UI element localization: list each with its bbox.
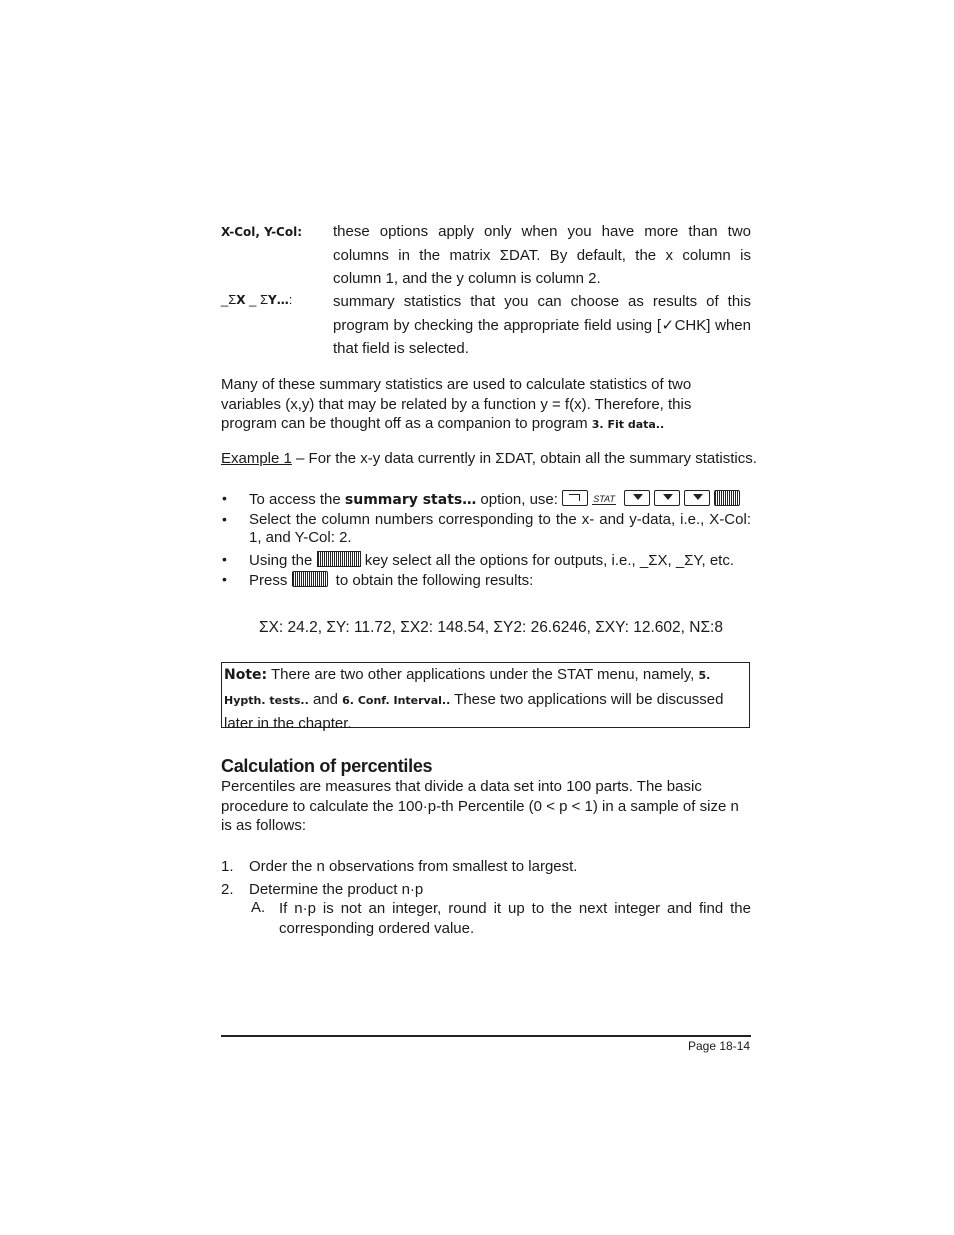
bullet-1-post: option, use: — [476, 491, 563, 508]
section-heading: Calculation of percentiles — [221, 756, 433, 776]
def-desc-sigma: summary statistics that you can choose as results of this program by checking the appropriate field using [✓CHK] when that field is selected. — [333, 293, 751, 357]
note-text-2: and — [308, 690, 343, 708]
bullet-1 — [249, 490, 754, 508]
bullet-3 — [249, 551, 754, 569]
intro-text: Many of these summary statistics are used to calculate statistics of two variables (x,y) that may be related by a function y = f(x). Therefore, this program can be thought off as a companion to program — [221, 376, 692, 432]
substep-a-letter: A. — [251, 899, 266, 916]
down-arrow-key-icon — [684, 490, 710, 506]
example-text: – For the x-y data currently in ΣDAT, obtain all the summary statistics. — [291, 450, 757, 467]
note-text — [222, 663, 749, 736]
page-number: Page 18-14 — [688, 1039, 751, 1053]
def-term-post: : — [288, 292, 293, 307]
example-line — [221, 450, 756, 467]
bullet-dot-1: • — [222, 490, 227, 506]
def-term-xcol: X-Col, Y-Col: — [221, 225, 303, 239]
bullet-dot-2: • — [222, 511, 227, 527]
note-label: Note: — [224, 667, 268, 683]
note-text-1: There are two other applications under the STAT menu, namely, — [267, 666, 699, 683]
ok-softkey-icon — [292, 571, 328, 587]
bullet-4 — [249, 571, 754, 589]
results-line: ΣX: 24.2, ΣY: 11.72, ΣX2: 148.54, ΣY2: 26.6246, ΣXY: 12.602, NΣ:8 — [259, 619, 723, 636]
example-label: Example 1 — [221, 450, 292, 467]
def-term-y: Y… — [268, 293, 289, 307]
def-term-x: X — [236, 293, 246, 307]
right-shift-key-icon — [562, 490, 588, 506]
substep-a-text: If n·p is not an integer, round it up to the next integer and find the corresponding ordered value. — [279, 900, 751, 937]
bullet-dot-3: • — [222, 551, 227, 567]
bullet-4-post: to obtain the following results: — [331, 572, 534, 589]
intro-paragraph — [221, 375, 751, 435]
footer-rule — [221, 1035, 751, 1037]
ok-softkey-icon — [714, 490, 740, 506]
step-1-text: Order the n observations from smallest to largest. — [249, 858, 578, 875]
step-2-number: 2. — [221, 881, 234, 898]
bullet-1-pre: To access the — [249, 491, 345, 508]
note-ref-2: 6. Conf. Interval.. — [342, 693, 451, 707]
step-1-number: 1. — [221, 858, 234, 875]
note-text-3: These two applications will be discussed later in the chapter. — [224, 690, 724, 732]
bullet-dot-4: • — [222, 571, 227, 587]
check-softkey-icon — [317, 551, 361, 567]
def-term-sigma — [221, 292, 292, 307]
def-term-mid: _ Σ — [245, 292, 269, 307]
section-paragraph: Percentiles are measures that divide a data set into 100 parts. The basic procedure to calculate the 100·p-th Percentile (0 < p < 1) in a sample of size n is as follows: — [221, 778, 739, 834]
bullet-1-bold: summary stats… — [344, 492, 477, 508]
stat-key-label: STAT — [593, 494, 615, 504]
down-arrow-key-icon — [624, 490, 650, 506]
def-term-pre: _Σ — [221, 292, 237, 307]
note-ref-1: 5. Hypth. tests.. — [224, 669, 711, 707]
note-box — [221, 662, 750, 732]
bullet-4-pre: Press — [249, 572, 292, 589]
intro-ref: 3. Fit data.. — [591, 418, 665, 431]
down-arrow-key-icon — [654, 490, 680, 506]
bullet-3-pre: Using the — [249, 552, 317, 569]
bullet-3-post: key select all the options for outputs, i.e., _ΣX, _ΣY, etc. — [360, 552, 735, 569]
bullet-2: Select the column numbers corresponding to the x- and y-data, i.e., X-Col: 1, and Y-Col: 2. — [249, 511, 751, 546]
def-desc-xcol: these options apply only when you have more than two columns in the matrix ΣDAT. By default, the x column is column 1, and the y column is column 2. — [333, 223, 751, 287]
step-2-text: Determine the product n·p — [249, 881, 424, 898]
